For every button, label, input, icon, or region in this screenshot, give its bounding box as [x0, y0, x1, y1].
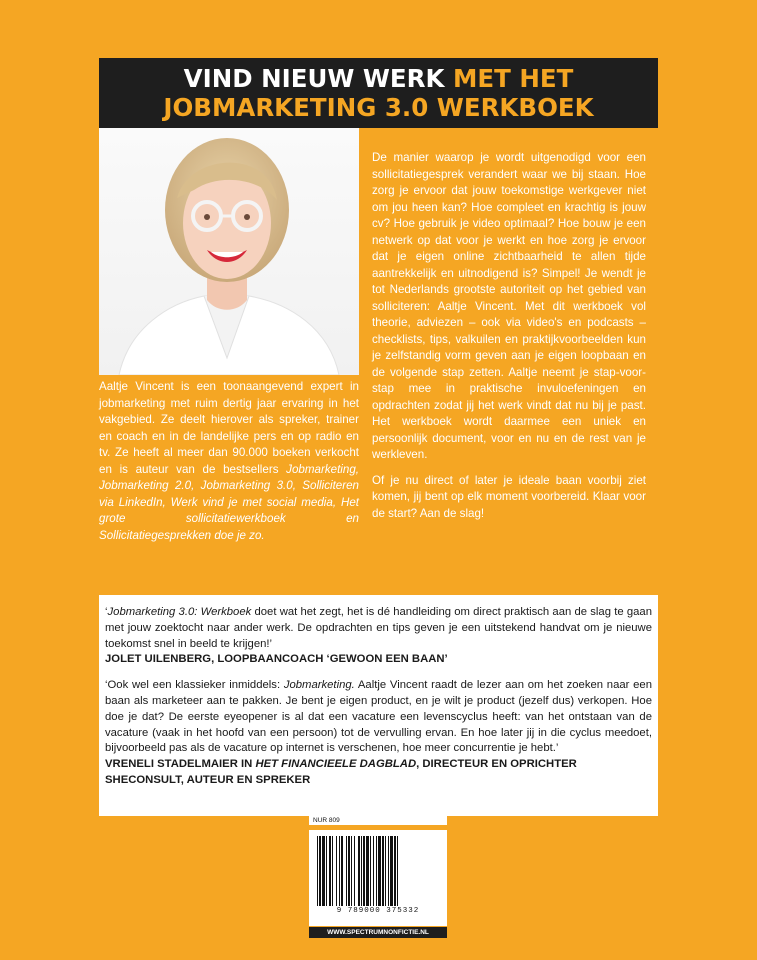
title-orange-part: MET HET: [453, 64, 574, 93]
quote-2-attribution-italic: HET FINANCIEELE DAGBLAD: [255, 758, 417, 771]
barcode-bar: [366, 836, 369, 906]
quote-1: [105, 605, 652, 652]
quote-1-title: Jobmarketing 3.0: Werkboek: [107, 606, 252, 618]
isbn-digits: 9 789000 375332: [336, 907, 420, 915]
barcode-bar: [341, 836, 343, 906]
quote-2-attribution: [105, 757, 652, 789]
barcode-bar: [317, 836, 318, 906]
barcode-bar: [339, 836, 340, 906]
isbn-barcode: [309, 830, 447, 926]
barcode-bar: [361, 836, 362, 906]
quote-1-text: doet wat het zegt, het is dé handleiding om direct praktisch aan de slag te gaan met jouw zoektocht naar ander werk. De opdrachten en tips geven je een uitstekend handvat om je nieuwe toekomst snel in beeld te krijgen!’: [105, 606, 652, 650]
barcode-bar: [373, 836, 374, 906]
barcode-bar: [378, 836, 381, 906]
barcode-bar: [336, 836, 337, 906]
cover-title: [99, 58, 658, 128]
quote-2: [105, 678, 652, 757]
barcode-bar: [363, 836, 365, 906]
barcode-bar: [397, 836, 398, 906]
blurb: [372, 150, 646, 522]
barcode-bar: [388, 836, 389, 906]
barcode-bar: [390, 836, 393, 906]
title-white-part: VIND NIEUW WERK: [183, 64, 454, 93]
barcode-bar: [358, 836, 360, 906]
quote-2-title: Jobmarketing.: [283, 679, 355, 692]
quote-2-attribution-before: VRENELI STADELMAIER IN: [105, 758, 256, 771]
title-line-2: JOBMARKETING 3.0 WERKBOEK: [163, 93, 594, 122]
blurb-paragraph-2: Of je nu direct of later je ideale baan voorbij ziet komen, jij bent op elk moment voorbereid. Klaar voor de start? Aan de slag!: [372, 473, 646, 520]
barcode-bar: [376, 836, 377, 906]
author-bio-text: Aaltje Vincent is een toonaangevend expert in jobmarketing met ruim dertig jaar ervaring in het vakgebied. Ze deelt hierover als spreker, trainer en coach en in de landelijke pers en op radio en tv. Ze heeft al meer dan 90.000 boeken verkocht en is auteur van de bestsellers: [99, 380, 359, 476]
barcode-bar: [346, 836, 347, 906]
barcode-bar: [326, 836, 327, 906]
barcode-bar: [329, 836, 331, 906]
quotes-box: [99, 595, 658, 816]
barcode-bar: [394, 836, 396, 906]
barcode-bar: [348, 836, 350, 906]
author-bio: [99, 379, 359, 544]
barcode-bar: [319, 836, 321, 906]
quote-1-attribution: JOLET UILENBERG, LOOPBAANCOACH ‘GEWOON EEN BAAN’: [105, 653, 448, 666]
barcode-bar: [354, 836, 355, 906]
author-photo: [99, 128, 359, 375]
barcode-bar: [370, 836, 371, 906]
quote-1-open: ‘: [105, 606, 108, 618]
nur-code: NUR 809: [309, 816, 447, 825]
quote-2-attribution-after: , DIRECTEUR EN OPRICHTER SHECONSULT, AUTEUR EN SPREKER: [105, 758, 577, 786]
barcode-bar: [332, 836, 333, 906]
barcode-bar: [351, 836, 352, 906]
quote-2-text: Aaltje Vincent raadt de lezer aan om het zoeken naar een baan als marketeer aan te pakken. Je bent je eigen product, en je wilt je product (jezelf dus) verkopen. Hoe doe je dat? De eerste eyeopener is al dat een vacature een levenscyclus heeft: van het ontstaan van de vacature (vaak in het hoofd van een persoon) tot de vervulling ervan. En hoe later jij in die cyclus meedoet, bijvoorbeeld pas als de vacature op internet is verschenen, hoe meer concurrentie je hebt.’: [105, 679, 652, 755]
barcode-bar: [385, 836, 386, 906]
author-bio-titles: Jobmarketing, Jobmarketing 2.0, Jobmarketing 3.0, Solliciteren via LinkedIn, Werk vind je met social media, Het grote sollicitatiewerkboek en Sollicitatiegesprekken doe je zo.: [99, 462, 359, 542]
title-line-1: [99, 64, 658, 93]
publisher-website: WWW.SPECTRUMNONFICTIE.NL: [309, 927, 447, 938]
barcode-bar: [322, 836, 325, 906]
barcode-bar: [382, 836, 384, 906]
quote-2-text-before: ‘Ook wel een klassieker inmiddels:: [105, 679, 284, 692]
barcode-bars: [317, 836, 439, 906]
blurb-paragraph-1: De manier waarop je wordt uitgenodigd voor een sollicitatiegesprek verandert waar we bij staan. Hoe zorg je ervoor dat jouw toekomstige werkgever niet om jou heen kan? Hoe compleet en krachtig is jouw cv? Hoe gebruik je video optimaal? Hoe bouw je een netwerk op dat voor je werkt en hoe zorg je ervoor dat je eigen online zichtbaarheid te allen tijde aantrekkelijk en uitnodigend is? Simpel! Je wendt je tot Nederlands grootste autoriteit op het gebied van solliciteren: Aaltje Vincent. Met dit werkboek vol theorie, adviezen – ook via video's en podcasts – checklists, tips, valkuilen en praktijkvoorbeelden kun je zelfstandig vorm geven aan je eigen loopbaan en de volgende stap zetten. Aaltje neemt je stap-voor-stap mee in praktische invuloefeningen en opdrachten zodat jij het werk vindt dat nu bij je past. Het werkboek wordt daarmee een uniek en persoonlijk document, voor en nu en de rest van je werkleven.: [372, 151, 646, 461]
